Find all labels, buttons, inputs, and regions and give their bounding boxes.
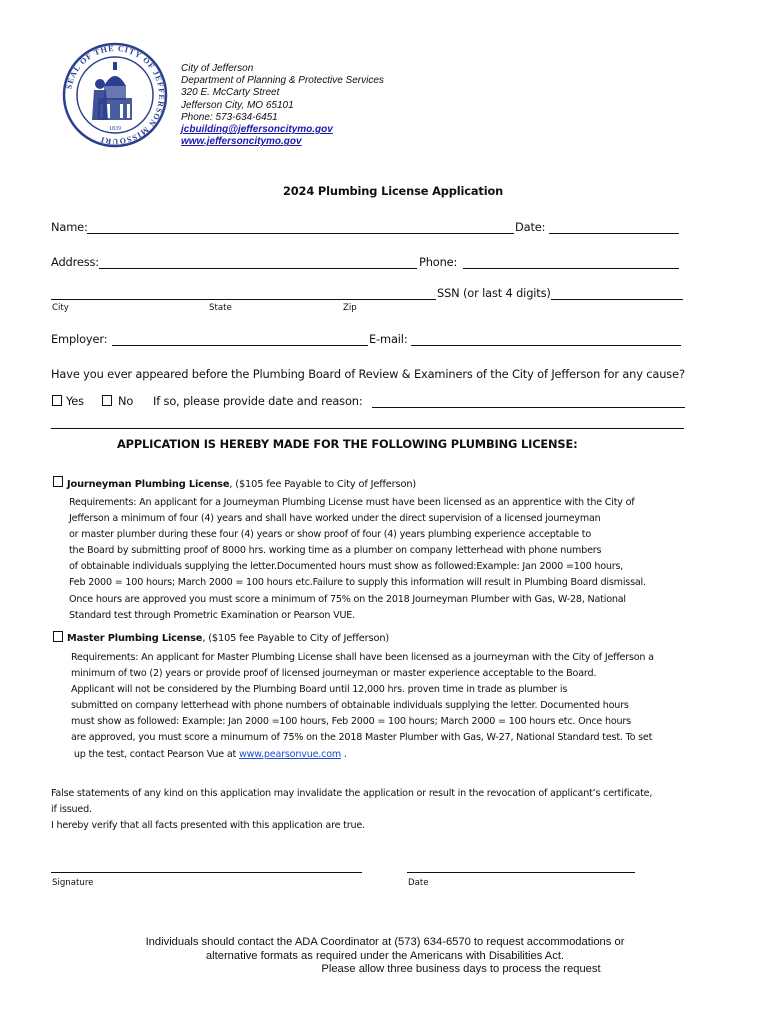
master-heading [67,633,389,644]
city-caption: City [52,303,69,313]
requirement-line: the Board by submitting proof of 8000 hrs. working time as a plumber on company letterhead with phone numbers [69,545,602,557]
board-question: Have you ever appeared before the Plumbing Board of Review & Examiners of the City of Jefferson for any cause? [51,367,685,381]
date-label: Date: [515,220,546,234]
signature-date-field[interactable] [407,872,635,873]
city-state-zip-field[interactable] [51,299,436,300]
journeyman-checkbox[interactable] [53,476,63,487]
header-org-line: City of Jefferson [181,63,254,74]
name-field[interactable] [87,233,514,234]
followup-label: If so, please provide date and reason: [153,394,363,408]
requirement-line: Jefferson a minimum of four (4) years and shall have worked under the direct supervision of a licensed journeyman [69,513,601,525]
requirement-line: of obtainable individuals supplying the letter.Documented hours must show as followed:Example: Jan 2000 =100 hours, [69,561,624,573]
master-requirements [71,650,654,763]
name-label: Name: [51,220,88,234]
signature-date-label: Date [408,878,429,888]
address-label: Address: [51,255,99,269]
master-fee: , ($105 fee Payable to City of Jefferson) [202,633,390,644]
requirement-line-suffix: . [341,748,347,760]
requirement-line: Requirements: An applicant for a Journeyman Plumbing License must have been licensed as an apprentice with the City of [69,497,635,508]
city-seal-logo [60,40,170,150]
yes-checkbox[interactable] [52,395,62,406]
signature-field[interactable] [51,872,362,873]
header-org-line: Phone: 573-634-6451 [181,111,278,123]
requirement-line: must show as followed: Example: Jan 2000 =100 hours, Feb 2000 = 100 hours; March 2000 = 100 hours etc. Once hours [71,716,631,728]
requirement-line: Standard test through Prometric Examination or Pearson VUE. [69,609,356,621]
statements-block [51,786,652,834]
reason-field[interactable] [372,407,685,408]
phone-field[interactable] [463,268,679,269]
master-title: Master Plumbing License [67,633,203,644]
requirement-line-prefix: up the test, contact Pearson Vue at [73,748,239,760]
seal-year: 1839 [109,126,121,132]
seal-text: SEAL OF THE CITY OF JEFFERSON MISSOURI [64,43,167,147]
website-link[interactable]: www.jeffersoncitymo.gov [181,136,302,148]
footer-line: Please allow three business days to process the request [321,963,601,976]
no-checkbox[interactable] [102,395,112,406]
requirement-line: submitted on company letterhead with phone numbers of obtainable individuals supplying the letter. Documented hours [71,700,629,712]
false-statement-line: if issued. [51,804,92,816]
footer-line: alternative formats as required under the Americans with Disabilities Act. [205,949,565,962]
journeyman-heading [67,479,416,490]
journeyman-requirements [69,495,646,624]
address-field[interactable] [99,268,417,269]
reason-field-line-2[interactable] [51,428,684,429]
requirement-line: Feb 2000 = 100 hours; March 2000 = 100 hours etc.Failure to supply this information will result in Plumbing Board dismissal. [69,577,646,589]
requirement-line: Applicant will not be considered by the Plumbing Board until 12,000 hrs. proven time in trade as plumber is [71,684,568,696]
requirement-line: Requirements: An applicant for Master Plumbing License shall have been licensed as a journeyman with the City of Jefferson a [71,652,654,663]
header-org-line: 320 E. McCarty Street [181,87,280,99]
email-field[interactable] [411,345,681,346]
journeyman-fee: , ($105 fee Payable to City of Jefferson) [229,479,417,490]
pearson-vue-link[interactable]: www.pearsonvue.com [238,748,342,760]
form-title: 2024 Plumbing License Application [283,184,504,198]
email-link[interactable]: jcbuilding@jeffersoncitymo.gov [181,124,333,136]
ada-footer [60,936,710,977]
false-statement-line: False statements of any kind on this application may invalidate the application or result in the revocation of applicant’s certificate, [51,788,653,799]
no-label: No [118,394,134,408]
yes-label: Yes [66,394,84,408]
master-checkbox[interactable] [53,631,63,642]
department-header [181,63,384,148]
footer-line: Individuals should contact the ADA Coordinator at (573) 634-6570 to request accommodations or [145,936,625,948]
requirement-line: minimum of two (2) years or provide proof of licensed journeyman or master experience acceptable to the Board. [71,668,597,680]
employer-field[interactable] [112,345,368,346]
header-org-line: Jefferson City, MO 65101 [181,99,294,111]
date-field[interactable] [549,233,679,234]
requirement-line-last [71,747,654,763]
journeyman-title: Journeyman Plumbing License [67,479,230,490]
verify-statement: I hereby verify that all facts presented with this application are true. [51,820,365,832]
ssn-field[interactable] [551,299,683,300]
zip-caption: Zip [343,303,357,313]
employer-label: Employer: [51,332,108,346]
ssn-label: SSN (or last 4 digits) [437,286,551,300]
email-label: E-mail: [369,332,408,346]
requirement-line: or master plumber during these four (4) years or show proof of four (4) years plumbing experience acceptable to [69,529,592,541]
requirement-line: Once hours are approved you must score a minimum of 75% on the 2018 Journeyman Plumber with Gas, W-28, National [69,593,626,605]
requirement-line: are approved, you must score a minumum of 75% on the 2018 Master Plumber with Gas, W-27, National Standard test. To set [71,732,653,744]
header-org-line: Department of Planning & Protective Services [181,75,384,87]
state-caption: State [209,303,232,313]
section-heading: APPLICATION IS HEREBY MADE FOR THE FOLLOWING PLUMBING LICENSE: [117,437,578,451]
signature-label: Signature [52,878,94,888]
phone-label: Phone: [419,255,458,269]
